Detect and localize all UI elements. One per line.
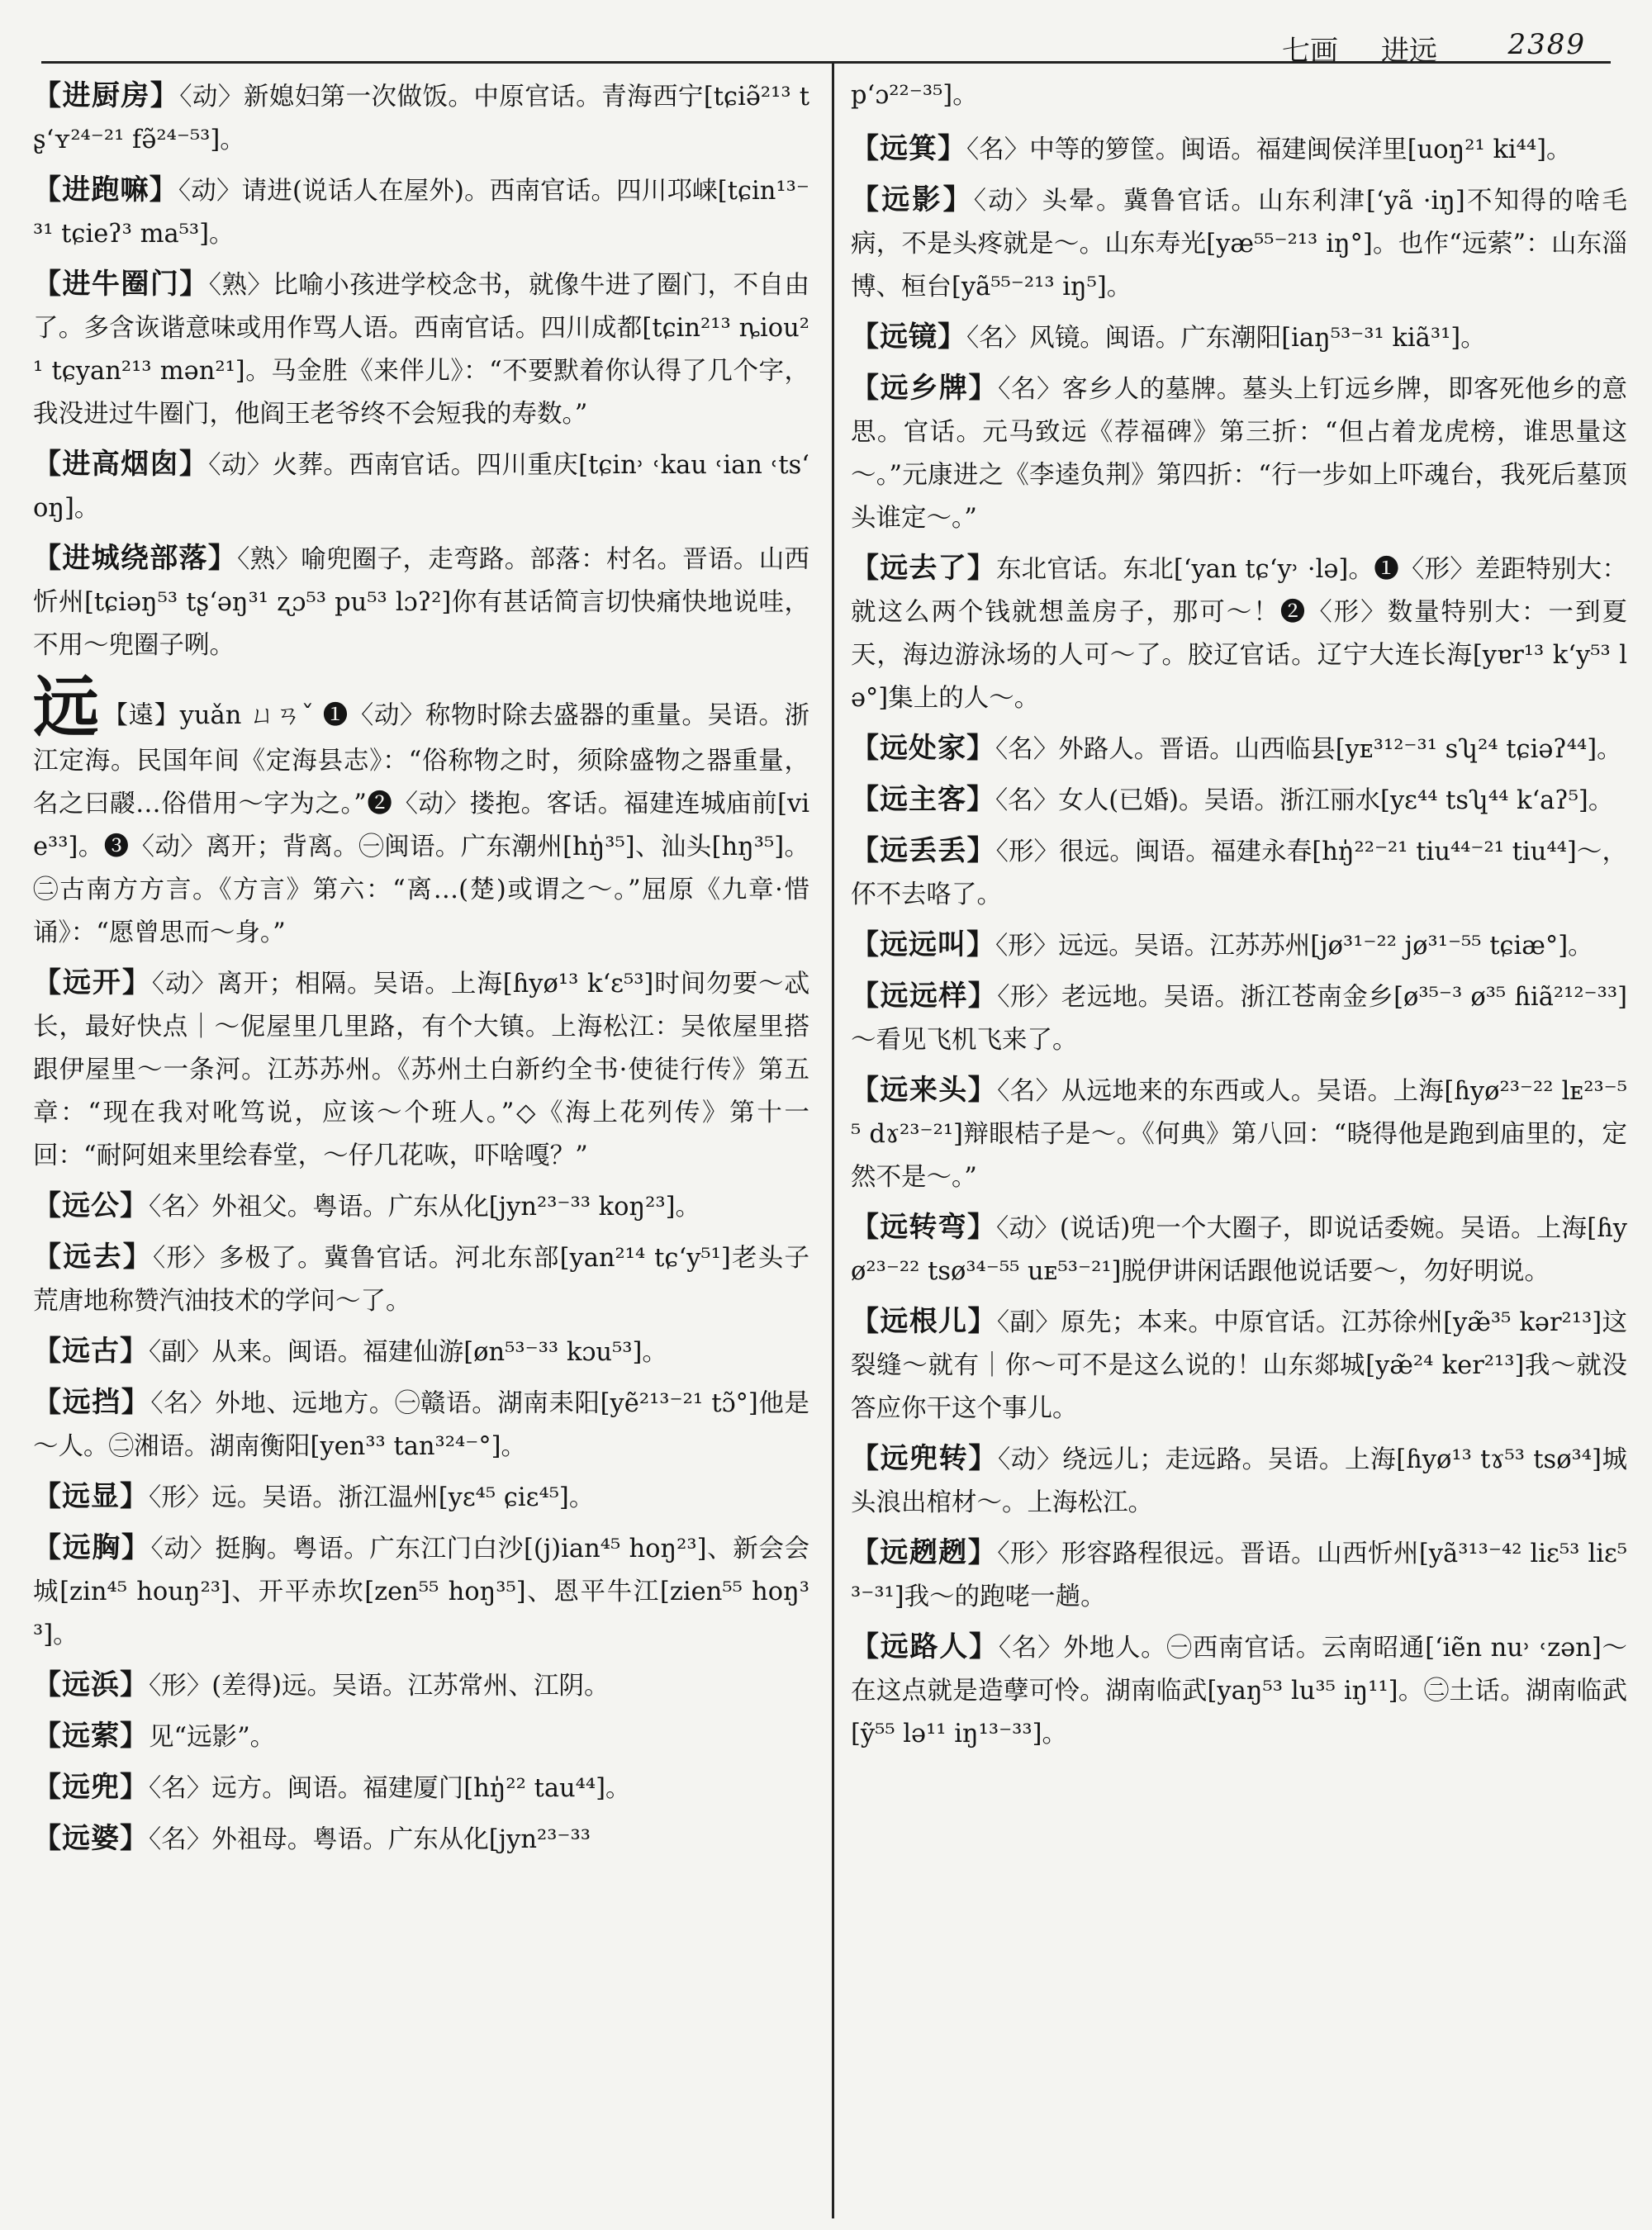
dictionary-entry [33,1330,809,1374]
dictionary-entry [33,668,809,955]
entry-headword: 【远去了】 [851,552,996,585]
dictionary-entry [33,1715,809,1759]
entry-definition: 〈动〉新媳妇第一次做饭。中原官话。青海西宁[tɕiə̃²¹³ tʂʻʏ²⁴⁻²¹ fə̃²⁴⁻⁵³]。 [33,83,809,154]
dictionary-entry [851,367,1627,540]
dictionary-entry [851,127,1627,172]
entry-definition: 〈动〉绕远儿；走远路。吴语。上海[ɦyø¹³ tɤ⁵³ tsø³⁴]城头浪出棺材～。上海松江。 [851,1445,1627,1517]
dictionary-entry [33,1817,809,1862]
dictionary-entry [851,923,1627,968]
dictionary-entry [851,778,1627,823]
column-divider [832,63,834,2218]
entry-headword: 【进厨房】 [33,79,180,112]
dictionary-entry [33,537,809,667]
page-header [33,25,1602,66]
dictionary-entry [851,829,1627,917]
entry-definition: 〈名〉中等的箩筐。闽语。福建闽侯洋里[uoŋ²¹ ki⁴⁴]。 [966,135,1572,164]
left-column [33,74,809,2213]
entry-headword: 【远来头】 [851,1074,998,1107]
entry-headword: 【远远叫】 [851,928,995,961]
page-number: 2389 [1507,28,1586,61]
entry-definition: 〈名〉女人(已婚)。吴语。浙江丽水[yɛ⁴⁴ tsʮ⁴⁴ kʻaʔ⁵]。 [995,786,1614,815]
header-characters: 进远 [1381,35,1437,68]
entry-definition: 〈形〉(差得)远。吴语。江苏常州、江阴。 [149,1672,610,1701]
entry-definition: 〈形〉形容路程很远。晋语。山西忻州[yã³¹³⁻⁴² liɛ⁵³ liɛ⁵³⁻³¹]我～的跑咾一趟。 [851,1540,1627,1611]
entry-headword: 【远婆】 [33,1822,149,1855]
entry-definition: pʻɔ²²⁻³⁵]。 [851,81,978,110]
dictionary-entry [33,1475,809,1520]
entry-headword: 【远显】 [33,1480,149,1513]
entry-headword: 【远根儿】 [851,1305,997,1338]
entry-headword: 【远挡】 [33,1386,151,1419]
entry-headword: 【远趔趔】 [851,1536,998,1569]
entry-headword: 【远兜转】 [851,1442,998,1475]
right-column [851,74,1627,2213]
entry-headword: 【进跑嘛】 [33,173,178,206]
dictionary-entry [33,1184,809,1229]
entry-headword: 【远萦】 [33,1720,149,1753]
entry-headword: 【远镜】 [851,320,966,353]
header-section: 七画 [1282,35,1338,68]
entry-headword: 【远兜】 [33,1771,149,1804]
entry-definition: 〈动〉请进(说话人在屋外)。西南官话。四川邛崃[tɕin¹³⁻³¹ tɕieʔ³ ma⁵³]。 [33,177,809,249]
entry-definition: 〈名〉从远地来的东西或人。吴语。上海[ɦyø²³⁻²² lᴇ²³⁻⁵⁵ dɤ²³⁻²¹]辩眼桔子是～。《何典》第八回：“晓得他是跑到庙里的，定然不是～。” [851,1077,1627,1192]
entry-definition: 〈形〉很远。闽语。福建永春[hŋ̍²²⁻²¹ tiu⁴⁴⁻²¹ tiu⁴⁴]～，伓不去咯了。 [851,837,1627,909]
dictionary-entry [851,178,1627,309]
entry-headword: 【远箕】 [851,132,966,165]
dictionary-entry [33,1236,809,1323]
entry-headword: 【进城绕部落】 [33,542,238,575]
dictionary-entry [33,168,809,256]
entry-headword: 【远公】 [33,1189,149,1222]
entry-definition: 东北官话。东北[ʻyan tɕʻy˒ ·lə]。❶〈形〉差距特别大：就这么两个钱就想盖房子，那可～！❷〈形〉数量特别大：一到夏天，海边游泳场的人可～了。胶辽官话。辽宁大连长海[yɐr¹³ kʻy⁵³ lə°]集上的人～。 [851,555,1627,713]
dictionary-entry [851,1206,1627,1293]
entry-headword: 【远主客】 [851,783,995,816]
entry-definition: 〈副〉原先；本来。中原官话。江苏徐州[yæ̃³⁵ kər²¹³]这裂缝～就有｜你～可不是这么说的！山东郯城[yæ̃²⁴ ker²¹³]我～就没答应你干这个事儿。 [851,1308,1627,1423]
dictionary-entry [851,316,1627,360]
entry-headword: 【远丢丢】 [851,834,996,867]
entry-headword: 【远路人】 [851,1630,999,1663]
entry-definition: 〈形〉远远。吴语。江苏苏州[jø³¹⁻²² jø³¹⁻⁵⁵ tɕiæ°]。 [995,932,1593,961]
dictionary-entry [851,74,1627,117]
entry-definition: 〈名〉外祖母。粤语。广东从化[jyn²³⁻³³ [149,1825,591,1854]
entry-definition: 〈名〉客乡人的墓牌。墓头上钉远乡牌，即客死他乡的意思。官话。元马致远《荐福碑》第三折：“但占着龙虎榜，谁思量这～。”元康进之《李逵负荆》第四折：“行一步如上吓魂台，我死后墓顶头谁定～。” [851,375,1627,533]
entry-headword: 【远转弯】 [851,1211,997,1244]
head-character: 远 [33,668,100,746]
entry-definition: 〈名〉外路人。晋语。山西临县[yᴇ³¹²⁻³¹ sʮ²⁴ tɕiəʔ⁴⁴]。 [995,735,1622,764]
dictionary-entry [33,1766,809,1810]
entry-definition: 〈动〉挺胸。粤语。广东江门白沙[(j)ian⁴⁵ hoŋ²³]、新会会城[zin⁴⁵ houŋ²³]、开平赤坎[zen⁵⁵ hoŋ³⁵]、恩平牛江[zien⁵⁵ hoŋ³³]。 [33,1535,809,1649]
entry-definition: 〈形〉多极了。冀鲁官话。河北东部[yan²¹⁴ tɕʻy⁵¹]老头子荒唐地称赞汽油技术的学问～了。 [33,1244,809,1316]
dictionary-entry [851,727,1627,771]
entry-definition: 〈动〉火葬。西南官话。四川重庆[tɕin˒ ˓kau ˓ian ˓tsʻoŋ]。 [33,451,809,523]
dictionary-entry [851,1437,1627,1525]
entry-definition: 〈熟〉比喻小孩进学校念书，就像牛进了圈门，不自由了。多含诙谐意味或用作骂人语。西南官话。四川成都[tɕin²¹³ ȵiou²¹ tɕyan²¹³ mən²¹]。马金胜《来伴儿》：“不要默着你认得了几个字，我没进过牛圈门，他阎王老爷终不会短我的寿数。” [33,271,809,429]
dictionary-entry [851,1531,1627,1619]
entry-headword: 【远开】 [33,966,152,999]
dictionary-entry [851,547,1627,720]
entry-definition: 见“远影”。 [149,1723,276,1752]
entry-definition: 〈动〉离开；相隔。吴语。上海[ɦyø¹³ kʻɛ⁵³]时间勿要～忒长，最好快点｜～伲屋里几里路，有个大镇。上海松江：吴侬屋里搭跟伊屋里～一条河。江苏苏州。《苏州土白新约全书·使徒行传》第五章：“现在我对吪笃说，应该～个班人。”◇《海上花列传》第十一回：“耐阿姐来里绘春堂，～仔几花咴，吓啥嘎？” [33,970,809,1170]
entry-headword: 【远影】 [851,183,974,216]
entry-headword: 【远远样】 [851,980,998,1013]
entry-definition: 〈名〉外祖父。粤语。广东从化[jyn²³⁻³³ koŋ²³]。 [149,1193,701,1222]
entry-definition: 〈名〉远方。闽语。福建厦门[hŋ̍²² tau⁴⁴]。 [149,1774,631,1803]
dictionary-entry [33,74,809,162]
dictionary-entry [851,1069,1627,1199]
dictionary-entry [851,1300,1627,1431]
dictionary-entry [33,1663,809,1708]
entry-definition: 〈形〉远。吴语。浙江温州[yɛ⁴⁵ ɕiɛ⁴⁵]。 [149,1483,595,1512]
entry-definition: 〈动〉头晕。冀鲁官话。山东利津[ʻyã ·iŋ]不知得的啥毛病，不是头疼就是～。山东寿光[yæ⁵⁵⁻²¹³ iŋ°]。也作“远萦”：山东淄博、桓台[yã⁵⁵⁻²¹³ iŋ⁵]。 [851,187,1627,301]
entry-headword: 【进牛圈门】 [33,268,209,301]
entry-headword: 【远浜】 [33,1668,149,1701]
entry-headword: 【远乡牌】 [851,372,999,405]
entry-definition: 〈熟〉喻兜圈子，走弯路。部落：村名。晋语。山西忻州[tɕiəŋ⁵³ tʂʻəŋ³¹ ʐɔ⁵³ pu⁵³ lɔʔ²]你有甚话简言切快痛快地说哇，不用～兜圈子咧。 [33,545,809,660]
dictionary-entry [33,961,809,1178]
dictionary-entry [33,443,809,530]
dictionary-entry [33,1526,809,1657]
entry-headword: 【远去】 [33,1241,153,1274]
header-rule [41,61,1611,64]
dictionary-entry [33,1381,809,1468]
entry-headword: 【远处家】 [851,732,995,765]
entry-definition: 〈副〉从来。闽语。福建仙游[øn⁵³⁻³³ kɔu⁵³]。 [149,1338,667,1367]
entry-definition: 〈名〉外地人。㊀西南官话。云南昭通[ʻiẽn nu˒ ˓zən]～在这点就是造孽可怜。湖南临武[yaŋ⁵³ lu³⁵ iŋ¹¹]。㊁土话。湖南临武[ỹ⁵⁵ lə¹¹ iŋ¹³⁻³³]。 [851,1634,1627,1748]
entry-definition: 〈名〉外地、远地方。㊀赣语。湖南耒阳[yẽ²¹³⁻²¹ tɔ̃°]他是～人。㊁湘语。湖南衡阳[yen³³ tan³²⁴⁻°]。 [33,1389,809,1461]
dictionary-entry [851,975,1627,1062]
entry-definition: 【遠】yuǎn ㄩㄢˇ ❶〈动〉称物时除去盛器的重量。吴语。浙江定海。民国年间《定海县志》：“俗称物之时，须除盛物之器重量，名之曰鬷…俗借用～字为之。”❷〈动〉搂抱。客话。福建连城庙前[vie³³]。❸〈动〉离开；背离。㊀闽语。广东潮州[hŋ̍³⁵]、汕头[hŋ³⁵]。㊁古南方方言。《方言》第六：“离…(楚)或谓之～。”屈原《九章·惜诵》：“愿曾思而～身。” [33,701,809,947]
entry-definition: 〈形〉老远地。吴语。浙江苍南金乡[ø³⁵⁻³ ø³⁵ ɦiã²¹²⁻³³]～看见飞机飞来了。 [851,983,1627,1055]
entry-definition: 〈动〉(说话)兜一个大圈子，即说话委婉。吴语。上海[ɦyø²³⁻²² tsø³⁴⁻⁵⁵ uᴇ⁵³⁻²¹]脱伊讲闲话跟他说话要～，勿好明说。 [851,1214,1627,1286]
entry-definition: 〈名〉风镜。闽语。广东潮阳[iaŋ⁵³⁻³¹ kiã³¹]。 [966,324,1486,353]
dictionary-entry [851,1625,1627,1756]
entry-headword: 【远古】 [33,1335,149,1368]
entry-headword: 【进高烟囱】 [33,448,209,481]
entry-headword: 【远胸】 [33,1531,151,1564]
dictionary-entry [33,263,809,436]
